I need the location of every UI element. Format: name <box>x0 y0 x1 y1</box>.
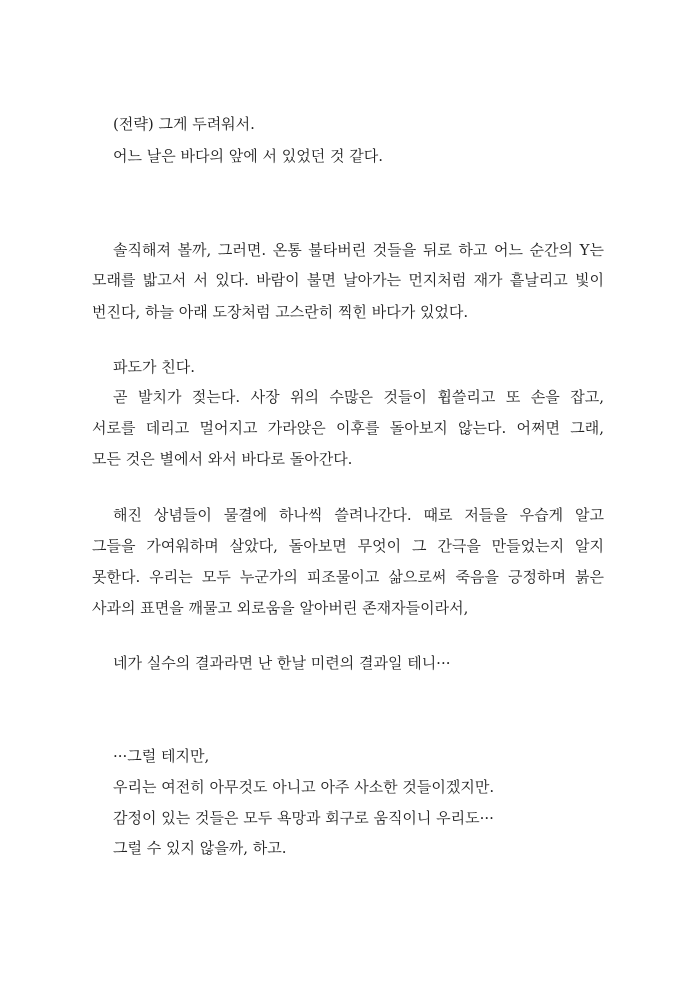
text-line-18: 그럴 수 있지 않을까, 하고. <box>113 839 287 857</box>
text-line-5: 번진다, 하늘 아래 도장처럼 고스란히 찍힌 바다가 있었다. <box>92 303 469 321</box>
text-line-6: 파도가 친다. <box>113 358 195 376</box>
text-line-14: 네가 실수의 결과라면 난 한날 미련의 결과일 테니··· <box>113 654 451 672</box>
text-line-11: 그들을 가여워하며 살았다, 돌아보면 무엇이 그 간극을 만들었는지 알지 <box>92 537 604 555</box>
text-line-15: ···그럴 테지만, <box>113 747 210 765</box>
text-line-12: 못한다. 우리는 모두 누군가의 피조물이고 삶으로써 죽음을 긍정하며 붉은 <box>92 568 604 586</box>
text-line-2: 어느 날은 바다의 앞에 서 있었던 것 같다. <box>113 147 383 165</box>
text-line-13: 사과의 표면을 깨물고 외로움을 알아버린 존재자들이라서, <box>92 599 469 617</box>
text-line-4: 모래를 밟고서 서 있다. 바람이 불면 날아가는 먼지처럼 재가 흩날리고 빛이 <box>92 271 604 289</box>
text-line-1: (전략) 그게 두려워서. <box>113 115 255 133</box>
text-line-10: 해진 상념들이 물결에 하나씩 쓸려나간다. 때로 저들을 우습게 알고 <box>113 506 604 524</box>
text-line-9: 모든 것은 별에서 와서 바다로 돌아간다. <box>92 450 353 468</box>
text-line-16: 우리는 여전히 아무것도 아니고 아주 사소한 것들이겠지만. <box>113 778 495 796</box>
text-line-3: 솔직해져 볼까, 그러면. 온통 불타버린 것들을 뒤로 하고 어느 순간의 Y는 <box>113 241 604 259</box>
text-line-7: 곧 발치가 젖는다. 사장 위의 수많은 것들이 휩쓸리고 또 손을 잡고, <box>113 388 604 406</box>
text-line-8: 서로를 데리고 멀어지고 가라앉은 이후를 돌아보지 않는다. 어쩌면 그래, <box>92 419 604 437</box>
text-line-17: 감정이 있는 것들은 모두 욕망과 회구로 움직이니 우리도··· <box>113 809 494 827</box>
